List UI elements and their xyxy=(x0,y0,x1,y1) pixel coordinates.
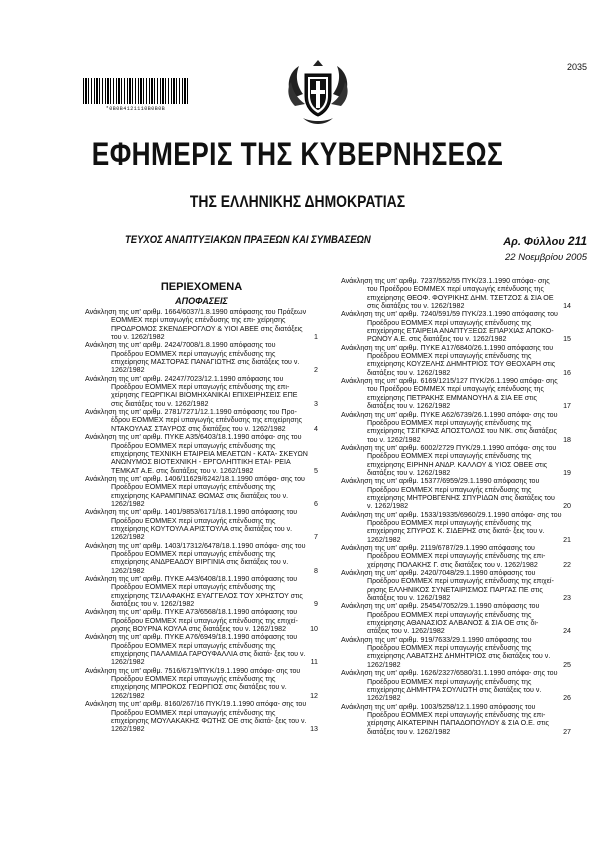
contents-entry-page: 24 xyxy=(563,627,571,636)
contents-entry-text: Ανάκληση της υπ' αριθμ. ΠΥΚΕ Α76/6949/18.1.1990 απόφασης του Προέδρου ΕΟΜΜΕΧ περί υπαγωγής επένδυσης της επιχείρησης ΠΑΛΑΜΙΔΑ ΓΑΡΟΥΦΑΛΛΙΑ στις διατά- ξεις του ν. 1262/1982 xyxy=(85,633,306,667)
contents-entry-text: Ανάκληση της υπ' αριθμ. ΠΥΚΕ Α17/6840/26.1.1990 απόφασης του Προέδρου ΕΟΜΜΕΧ περί υπαγωγής επένδυσης της επιχείρησης ΚΟΥΖΕΛΗΣ ΔΗΜΗΤΡΙΟΣ ΤΟΥ ΘΕΟΧΑΡΗ στις διατάξεις του ν. 1262/1982 xyxy=(341,343,556,377)
contents-entry-text: Ανάκληση της υπ' αριθμ. ΠΥΚΕ Α43/6408/18.1.1990 απόφασης του Προέδρου ΕΟΜΜΕΧ περί υπαγωγής επένδυσης της επιχείρησης ΤΣΙΛΑΦΑΚΗΣ ΕΥΑΓΓΕΛΟΣ ΤΟΥ ΧΡΗΣΤΟΥ στις διατάξεις του ν. 1262/1982 xyxy=(85,575,303,609)
contents-entry xyxy=(85,575,318,608)
page-number: 2035 xyxy=(566,62,587,72)
contents-entry-page: 12 xyxy=(310,691,318,700)
contents-entry xyxy=(341,636,571,669)
contents-entry-page: 25 xyxy=(563,660,571,669)
contents-entry-text: Ανάκληση της υπ' αριθμ. ΠΥΚΕ Α62/6739/26.1.1990 απόφα- σης του Προέδρου ΕΟΜΜΕΧ περί υπαγωγής επένδυσης της επιχείρησης ΤΣΙΓΚΡΑΣ ΑΠΟΣΤΟΛΟΣ του ΝΙΚ. στις διατάξεις του ν. 1262/1982 xyxy=(341,410,558,444)
contents-entry-page: 23 xyxy=(563,594,571,603)
contents-entry-page: 26 xyxy=(563,694,571,703)
contents-entry-text: Ανάκληση της υπ' αριθμ. 1626/2327/6580/31.1.1990 απόφα- σης του Προέδρου ΕΟΜΜΕΧ περί υπαγωγής επένδυσης της επιχείρησης ΔΗΜΗΤΡΑ ΣΟΥΛΙΩΤΗ στις διατάξεις του ν. 1262/1982 xyxy=(341,669,558,703)
contents-entry xyxy=(341,669,571,702)
contents-entry xyxy=(341,602,571,635)
contents-entry-text: Ανάκληση της υπ' αριθμ. ΠΥΚΕ Α73/6568/18.1.1990 απόφασης του Προέδρου ΕΟΜΜΕΧ περί υπαγωγής επένδυσης της επιχεί- ρησης ΒΟΥΡΝΑ ΚΟΥΛΑ στις διατάξεις του ν. 1262/1982 xyxy=(85,608,298,634)
contents-entry xyxy=(341,703,571,736)
contents-entry-text: Ανάκληση της υπ' αριθμ. 2781/7271/12.1.1990 απόφασης του Προ- έδρου ΕΟΜΜΕΧ περί υπαγωγής επένδυσης της επιχείρησης ΝΤΑΚΟΥΛΑΣ ΣΤΑΥΡΟΣ στις διατάξεις του ν. 1262/1982 xyxy=(85,408,303,433)
contents-entry xyxy=(85,375,318,408)
contents-entry-page: 5 xyxy=(314,466,318,475)
contents-entry-page: 1 xyxy=(314,333,318,342)
contents-entry xyxy=(85,433,318,475)
contents-entry-text: Ανάκληση της υπ' αριθμ. 1401/9853/6171/18.1.1990 απόφασης του Προέδρου ΕΟΜΜΕΧ περί υπαγωγής επένδυσης της επιχείρησης ΚΟΥΤΟΥΛΑ ΑΡΙΣΤΟΥΛΑ στις διατάξεις του ν. 1262/1982 xyxy=(85,508,298,542)
issue-date: 22 Νοεμβρίου 2005 xyxy=(505,252,587,263)
coat-of-arms-emblem xyxy=(283,58,353,130)
barcode-text: *0B0B4121110B0B0B xyxy=(105,106,166,112)
contents-entry-text: Ανάκληση της υπ' αριθμ. 1533/19335/6960/29.1.1990 απόφα- σης του Προέδρου ΕΟΜΜΕΧ περί υπαγωγής επένδυσης της επιχείρησης ΣΠΥΡΟΣ Κ. ΣΙΔΕΡΗΣ στις διατά- ξεις του ν. 1262/1982 xyxy=(341,510,562,544)
contents-entry-text: Ανάκληση της υπ' αριθμ. 7516/6719/ΠΥΚ/19.1.1990 απόφα- σης του Προέδρου ΕΟΜΜΕΧ περί υπαγωγής επένδυσης της επιχείρησης ΜΠΡΟΚΟΣ ΓΕΩΡΓΙΟΣ στις διατάξεις του ν. 1262/1982 xyxy=(85,666,301,700)
contents-entry-page: 16 xyxy=(563,368,571,377)
decisions-heading: ΑΠΟΦΑΣΕΙΣ xyxy=(175,296,228,306)
contents-entry xyxy=(85,700,318,733)
contents-entry-text: Ανάκληση της υπ' αριθμ. 2424/7008/1.8.1990 απόφασης του Προέδρου ΕΟΜΜΕΧ περί υπαγωγής επένδυσης της επιχείρησης ΜΑΣΤΟΡΑΣ ΠΑΝΑΓΙΩΤΗΣ στις διατάξεις του ν. 1262/1982 xyxy=(85,341,300,375)
contents-entry-text: Ανάκληση της υπ' αριθμ. 2119/6787/29.1.1990 απόφασης του Προέδρου ΕΟΜΜΕΧ περί υπαγωγής επένδυσης της επι- χείρησης ΠΟΛΑΚΗΣ Γ. στις διατάξεις του ν. 1262/1982 xyxy=(341,544,546,569)
contents-entry xyxy=(341,277,571,310)
contents-entry xyxy=(85,475,318,508)
contents-entry-page: 22 xyxy=(563,560,571,569)
sheet-number: 211 xyxy=(567,234,587,248)
contents-entry xyxy=(85,608,318,633)
contents-entry xyxy=(85,633,318,666)
contents-entry-page: 6 xyxy=(314,499,318,508)
contents-left-column xyxy=(85,308,318,734)
contents-entry-page: 19 xyxy=(563,468,571,477)
contents-entry-page: 7 xyxy=(314,533,318,542)
contents-entry-text: Ανάκληση της υπ' αριθμ. 25454/7052/29.1.1990 απόφασης του Προέδρου ΕΟΜΜΕΧ περί υπαγωγής επένδυσης της επιχείρησης ΑΘΑΝΑΣΙΟΣ ΑΛΒΑΝΟΣ & ΣΙΑ ΟΕ στις δι- ατάξεις του ν. 1262/1982 xyxy=(341,602,540,636)
contents-right-column xyxy=(341,277,571,736)
contents-entry-text: Ανάκληση της υπ' αριθμ. 919/7633/29.1.1990 απόφασης του Προέδρου ΕΟΜΜΕΧ περί υπαγωγής επένδυσης της επιχείρησης ΛΑΒΑΤΣΗΣ ΔΗΜΗΤΡΙΟΣ στις διατάξεις του ν. 1262/1982 xyxy=(341,635,551,669)
contents-entry-page: 8 xyxy=(314,566,318,575)
contents-entry-page: 3 xyxy=(314,399,318,408)
contents-entry xyxy=(85,308,318,341)
sheet-label: Αρ. Φύλλου xyxy=(503,236,565,248)
contents-heading: ΠΕΡΙΕΧΟΜΕΝΑ xyxy=(160,281,243,293)
contents-entry-text: Ανάκληση της υπ' αριθμ. 7237/552/55 ΠΥΚ/23.1.1990 απόφα- σης του Προέδρου ΕΟΜΜΕΧ περί υπαγωγής επένδυσης της επιχείρησης ΘΕΟΦ. ΦΟΥΡΙΚΗΣ ΔΗΜ. ΤΣΕΤΖΟΣ & ΣΙΑ ΟΕ στις διατάξεις του ν. 1262/1982 xyxy=(341,277,554,311)
contents-entry-page: 10 xyxy=(310,625,318,634)
contents-entry-text: Ανάκληση της υπ' αριθμ. 1406/11629/6242/18.1.1990 απόφα- σης του Προέδρου ΕΟΜΜΕΧ περί υπαγωγής επένδυσης της επιχείρησης ΚΑΡΑΜΠΙΝΑΣ ΘΩΜΑΣ στις διατάξεις του ν. 1262/1982 xyxy=(85,474,305,508)
contents-entry-text: Ανάκληση της υπ' αριθμ. 8160/267/16 ΠΥΚ/19.1.1990 απόφα- σης του Προέδρου ΕΟΜΜΕΧ περί υπαγωγής επένδυσης της επιχείρησης ΜΟΥΛΑΚΑΚΗΣ ΦΩΤΗΣ ΟΕ στις διατά- ξεις του ν. 1262/1982 xyxy=(85,700,307,734)
contents-entry xyxy=(341,411,571,444)
contents-entry xyxy=(85,341,318,374)
contents-entry-page: 14 xyxy=(563,302,571,311)
contents-entry xyxy=(341,444,571,477)
contents-entry xyxy=(341,344,571,377)
sheet-number-block xyxy=(503,234,587,248)
contents-entry xyxy=(341,544,571,569)
contents-entry-text: Ανάκληση της υπ' αριθμ. 6169/1215/127 ΠΥΚ/26.1.1990 απόφα- σης του Προέδρου ΕΟΜΜΕΧ περί υπαγωγής επένδυσης της επιχείρησης ΠΕΤΡΑΚΗΣ ΕΜΜΑΝΟΥΗΛ & ΣΙΑ ΕΕ στις διατάξεις του ν. 1262/1982 xyxy=(341,377,558,411)
contents-entry-text: Ανάκληση της υπ' αριθμ. ΠΥΚΕ Α35/6403/18.1.1990 απόφα- σης του Προέδρου ΕΟΜΜΕΧ περί υπαγωγής επένδυσης της επιχείρησης ΤΕΧΝΙΚΗ ΕΤΑΙΡΕΙΑ ΜΕΛΕΤΩΝ - ΚΑΤΑ- ΣΚΕΥΩΝ ΑΝΩΝΥΜΟΣ ΒΙΟΤΕΧΝΙΚΗ - ΕΡΓΟΛΗΠΤΙΚΗ ΕΤΑΙ- ΡΕΙΑ ΤΕΜΚΑΤ Α.Ε. στις διατάξεις του ν. 1262/1982 xyxy=(85,433,308,475)
contents-entry-page: 9 xyxy=(314,600,318,609)
contents-entry-text: Ανάκληση της υπ' αριθμ. 7240/591/59 ΠΥΚ/23.1.1990 απόφασης του Προέδρου ΕΟΜΜΕΧ περί υπαγωγής επένδυσης της επιχείρησης ΕΤΑΙΡΕΙΑ ΑΝΑΠΤΥΞΕΩΣ ΕΠΑΡΧΙΑΣ ΑΠΟΚΟ- ΡΩΝΟΥ Α.Ε. στις διατάξεις του ν. 1262/1982 xyxy=(341,310,558,344)
contents-entry xyxy=(85,667,318,700)
issue-series: ΤΕΥΧΟΣ ΑΝΑΠΤΥΞΙΑΚΩΝ ΠΡΑΞΕΩΝ ΚΑΙ ΣΥΜΒΑΣΕΩΝ xyxy=(125,234,371,246)
contents-entry-text: Ανάκληση της υπ' αριθμ. 15377/6959/29.1.1990 απόφασης του Προέδρου ΕΟΜΜΕΧ περί υπαγωγής επένδυσης της επιχείρησης ΜΗΤΡΟΒΓΕΝΗΣ ΣΠΥΡΙΔΩΝ στις διατάξεις του ν. 1262/1982 xyxy=(341,477,555,511)
contents-entry-page: 27 xyxy=(563,727,571,736)
contents-entry xyxy=(341,310,571,343)
contents-entry-page: 4 xyxy=(314,424,318,433)
contents-entry-text: Ανάκληση της υπ' αριθμ. 1403/17312/6478/18.1.1990 απόφα- σης του Προέδρου ΕΟΜΜΕΧ περί υπαγωγής επένδυσης της επιχείρησης ΑΝΔΡΕΑΔΟΥ ΒΙΡΓΙΝΙΑ στις διατάξεις του ν. 1262/1982 xyxy=(85,541,306,575)
contents-entry xyxy=(85,508,318,541)
contents-entry xyxy=(341,511,571,544)
contents-entry-page: 21 xyxy=(563,535,571,544)
contents-entry-text: Ανάκληση της υπ' αριθμ. 1664/6037/1.8.1990 απόφασης του Πράξεων ΕΟΜΜΕΧ περί υπαγωγής επένδυσης της επι- χείρησης ΠΡΟΔΡΟΜΟΣ ΣΚΕΝΔΕΡΟΓΛΟΥ & ΥΙΟΙ ΑΒΕΕ στις διατάξεις του ν. 1262/1982 xyxy=(85,308,307,342)
contents-entry xyxy=(341,377,571,410)
contents-entry xyxy=(85,542,318,575)
contents-entry-page: 18 xyxy=(563,435,571,444)
contents-entry-text: Ανάκληση της υπ' αριθμ. 1003/5258/12.1.1990 απόφασης του Προέδρου ΕΟΜΜΕΧ περί υπαγωγής επένδυσης της επι- χείρησης ΑΙΚΑΤΕΡΙΝΗ ΠΑΠΑΔΟΠΟΥΛΟΥ & ΣΙΑ Ο.Ε. στις διατάξεις του ν. 1262/1982 xyxy=(341,702,549,736)
contents-entry-text: Ανάκληση της υπ' αριθμ. 6002/2729 ΠΥΚ/29.1.1990 απόφα- σης του Προέδρου ΕΟΜΜΕΧ περί υπαγωγής επένδυσης της επιχείρησης ΕΙΡΗΝΗ ΑΝΔΡ. ΚΑΛΛΟΥ & ΥΙΟΣ ΟΒΕΕ στις διατάξεις του ν. 1262/1982 xyxy=(341,443,557,477)
contents-entry-page: 17 xyxy=(563,402,571,411)
gazette-title: ΕΦΗΜΕΡΙΣ ΤΗΣ ΚΥΒΕΡΝΗΣΕΩΣ xyxy=(91,136,504,172)
barcode-bars xyxy=(83,78,188,104)
contents-entry xyxy=(85,408,318,433)
contents-entry-page: 11 xyxy=(310,658,318,667)
contents-entry xyxy=(341,569,571,602)
contents-entry xyxy=(341,477,571,510)
gazette-subtitle: ΤΗΣ ΕΛΛΗΝΙΚΗΣ ΔΗΜΟΚΡΑΤΙΑΣ xyxy=(189,192,406,211)
contents-entry-page: 20 xyxy=(563,502,571,511)
contents-entry-text: Ανάκληση της υπ' αριθμ. 2420/7048/29.1.1990 απόφασης του Προέδρου ΕΟΜΜΕΧ περί υπαγωγής επένδυσης της επιχεί- ρησης ΕΛΛΗΝΙΚΟΣ ΣΥΝΕΤΑΙΡΙΣΜΟΣ ΠΑΡΓΑΣ ΠΕ στις διατάξεις του ν. 1262/1982 xyxy=(341,569,554,603)
contents-entry-text: Ανάκληση της υπ' αριθμ. 24247/7023/12.1.1990 απόφασης του Προέδρου ΕΟΜΜΕΧ περί υπαγωγής επένδυσης της επι- χείρησης ΓΕΩΡΓΙΚΑΙ ΒΙΟΜΗΧΑΝΙΚΑΙ ΕΠΙΧΕΙΡΗΣΕΙΣ ΕΠΕ στις διατάξεις του ν. 1262/1982 xyxy=(85,374,298,408)
contents-entry-page: 2 xyxy=(314,366,318,375)
contents-entry-page: 15 xyxy=(563,335,571,344)
contents-entry-page: 13 xyxy=(310,725,318,734)
barcode xyxy=(83,78,188,116)
